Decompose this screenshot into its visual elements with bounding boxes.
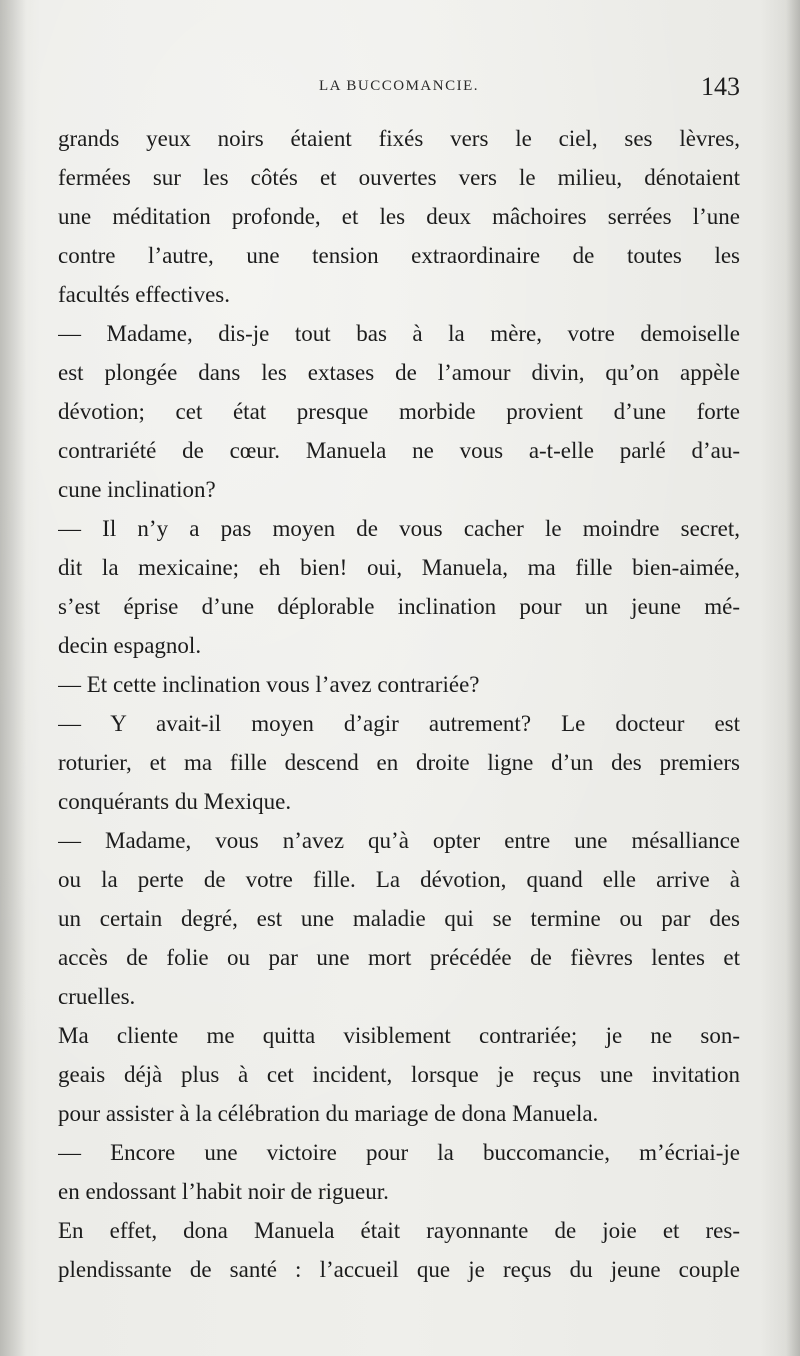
text-line: est plongée dans les extases de l’amour divin, qu’on appèle — [58, 360, 740, 385]
text-line: fermées sur les côtés et ouvertes vers le milieu, dénotaient — [58, 165, 740, 190]
text-line: contrariété de cœur. Manuela ne vous a-t-elle parlé d’au- — [58, 438, 740, 463]
text-line: en endossant l’habit noir de rigueur. — [58, 1179, 389, 1204]
running-head: LA BUCCOMANCIE. — [318, 78, 479, 94]
text-line: grands yeux noirs étaient fixés vers le ciel, ses lèvres, — [58, 126, 740, 151]
binding-shadow — [0, 0, 26, 1356]
text-line: — Et cette inclination vous l’avez contrariée? — [58, 672, 480, 697]
text-line: cruelles. — [58, 984, 136, 1009]
text-line: conquérants du Mexique. — [58, 789, 292, 814]
text-line: cune inclination? — [58, 477, 216, 502]
page-number: 143 — [701, 72, 740, 101]
text-line: une méditation profonde, et les deux mâchoires serrées l’une — [58, 204, 740, 229]
text-line: accès de folie ou par une mort précédée de fièvres lentes et — [58, 945, 740, 970]
text-line: un certain degré, est une maladie qui se termine ou par des — [58, 906, 740, 931]
text-line: decin espagnol. — [58, 633, 202, 658]
text-line: plendissante de santé : l’accueil que je reçus du jeune couple — [58, 1257, 740, 1282]
page-edge-shadow — [786, 0, 800, 1356]
text-line: Ma cliente me quitta visiblement contrariée; je ne son- — [58, 1023, 740, 1048]
text-line: — Encore une victoire pour la buccomancie, m’écriai-je — [58, 1140, 740, 1165]
text-line: s’est éprise d’une déplorable inclination pour un jeune mé- — [58, 594, 740, 619]
text-line: roturier, et ma fille descend en droite ligne d’un des premiers — [58, 750, 740, 775]
text-line: contre l’autre, une tension extraordinaire de toutes les — [58, 243, 740, 268]
text-line: facultés effectives. — [58, 282, 230, 307]
text-line: pour assister à la célébration du mariage de dona Manuela. — [58, 1101, 599, 1126]
text-line: dit la mexicaine; eh bien! oui, Manuela, ma fille bien-aimée, — [58, 555, 740, 580]
text-line: En effet, dona Manuela était rayonnante de joie et res- — [58, 1218, 740, 1243]
text-line: — Madame, dis-je tout bas à la mère, votre demoiselle — [58, 321, 740, 346]
page-header — [58, 74, 740, 106]
body-text — [58, 119, 740, 1289]
text-line: dévotion; cet état presque morbide provient d’une forte — [58, 399, 740, 424]
text-line: geais déjà plus à cet incident, lorsque je reçus une invitation — [58, 1062, 740, 1087]
text-line: — Y avait-il moyen d’agir autrement? Le docteur est — [58, 711, 740, 736]
text-line: — Madame, vous n’avez qu’à opter entre une mésalliance — [58, 828, 740, 853]
text-line: ou la perte de votre fille. La dévotion, quand elle arrive à — [58, 867, 740, 892]
text-line: — Il n’y a pas moyen de vous cacher le moindre secret, — [58, 516, 740, 541]
